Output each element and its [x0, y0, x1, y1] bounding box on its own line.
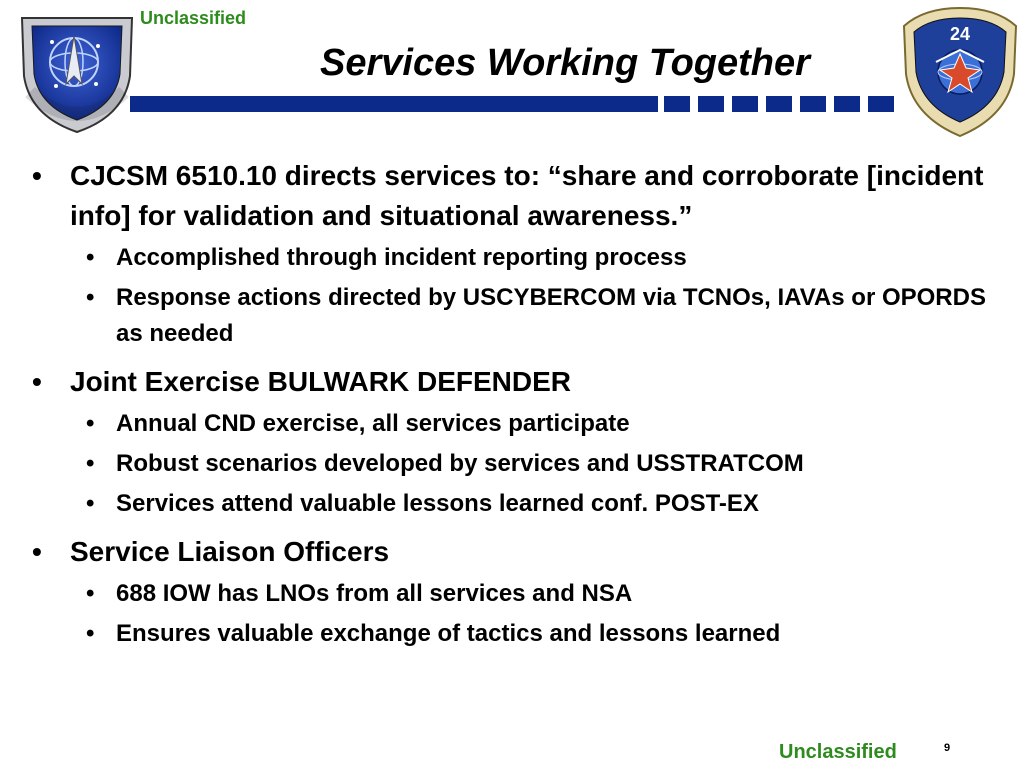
classification-marking-bottom: Unclassified: [779, 741, 897, 763]
bullet-level-2: [30, 406, 1000, 442]
underline-segment: [698, 96, 724, 112]
title-underline-bar: [130, 96, 658, 112]
bullet-level-2: [30, 486, 1000, 522]
bullet-text: 688 IOW has LNOs from all services and NSA: [116, 580, 633, 607]
bullet-text: Annual CND exercise, all services participate: [116, 410, 630, 437]
bullet-level-2: [30, 616, 1000, 652]
bullet-glyph: •: [86, 244, 95, 271]
bullet-glyph: •: [86, 580, 95, 607]
bullet-glyph: •: [86, 620, 95, 647]
bullet-glyph: •: [86, 490, 95, 517]
bullet-level-2: [30, 576, 1000, 612]
bullet-level-2: [30, 446, 1000, 482]
bullet-glyph: •: [32, 160, 42, 191]
bullet-text: Services attend valuable lessons learned conf. POST-EX: [116, 490, 759, 517]
twenty-fourth-air-force-shield-icon: [896, 4, 1024, 140]
bullet-level-2: [30, 240, 1000, 276]
underline-segment: [732, 96, 758, 112]
bullet-glyph: •: [86, 410, 95, 437]
air-force-space-command-shield-icon: [12, 6, 142, 136]
slide-title: Services Working Together: [320, 42, 810, 84]
bullet-text: Response actions directed by USCYBERCOM via TCNOs, IAVAs or OPORDS as needed: [116, 284, 986, 347]
bullet-text: Joint Exercise BULWARK DEFENDER: [70, 366, 571, 397]
title-underline-segments: [664, 96, 894, 112]
underline-segment: [834, 96, 860, 112]
bullet-text: Robust scenarios developed by services and USSTRATCOM: [116, 450, 804, 477]
bullet-level-1: [30, 362, 1000, 402]
underline-segment: [766, 96, 792, 112]
bullet-level-2: [30, 280, 1000, 352]
page-number: 9: [944, 742, 951, 754]
bullet-text: Service Liaison Officers: [70, 536, 390, 567]
bullet-text: Ensures valuable exchange of tactics and lessons learned: [116, 620, 781, 647]
classification-marking-top: Unclassified: [140, 8, 247, 28]
underline-segment: [664, 96, 690, 112]
bullet-level-1: [30, 156, 1000, 236]
bullet-level-1: [30, 532, 1000, 572]
bullet-glyph: •: [86, 284, 95, 311]
slide-body: [30, 150, 1000, 652]
bullet-glyph: •: [32, 366, 42, 397]
right-logo-number: 24: [949, 24, 971, 44]
bullet-glyph: •: [32, 536, 42, 567]
underline-segment: [800, 96, 826, 112]
underline-segment: [868, 96, 894, 112]
bullet-text: CJCSM 6510.10 directs services to: “share and corroborate [incident info] for validation and situational awareness.”: [70, 160, 984, 231]
bullet-text: Accomplished through incident reporting process: [116, 244, 687, 271]
bullet-glyph: •: [86, 450, 95, 477]
